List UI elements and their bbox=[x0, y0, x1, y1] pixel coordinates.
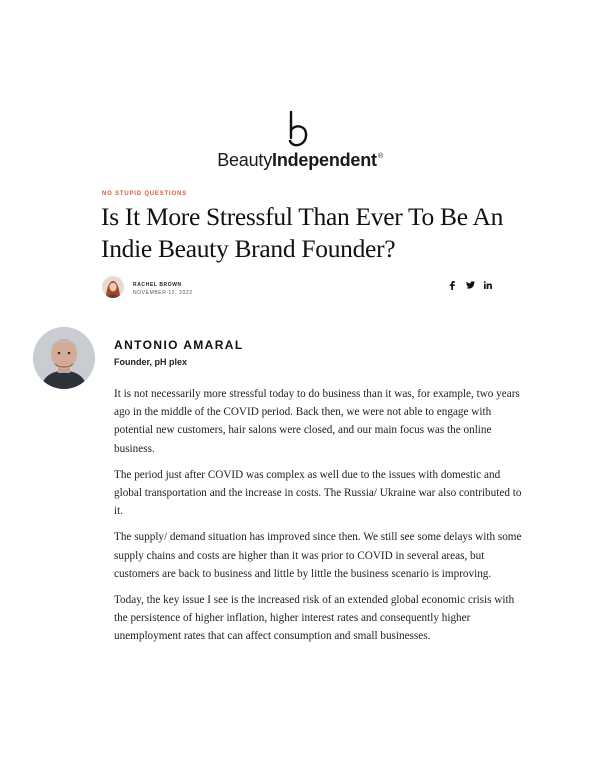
body-paragraph: The supply/ demand situation has improved since then. We still see some delays with some supply chains and costs are higher than it was prior to COVID in several areas, but customers are back to business and little by little the business scenario is improving. bbox=[114, 531, 522, 580]
article-category[interactable]: NO STUPID QUESTIONS bbox=[102, 191, 187, 197]
linkedin-share-button[interactable] bbox=[483, 280, 493, 290]
beauty-independent-logo-icon[interactable] bbox=[277, 110, 313, 150]
brand-word-bold: Independent bbox=[272, 150, 377, 170]
article-title: Is It More Stressful Than Ever To Be An Indie Beauty Brand Founder? bbox=[101, 202, 504, 263]
linkedin-icon bbox=[484, 281, 492, 289]
facebook-share-button[interactable] bbox=[448, 280, 456, 290]
publish-date: NOVEMBER 12, 2022 bbox=[133, 290, 193, 296]
body-paragraph: The period just after COVID was complex as well due to the issues with domestic and global transportation and the increase in costs. The Russia/ Ukraine war also contributed to it. bbox=[114, 468, 522, 518]
author-name[interactable]: RACHEL BROWN bbox=[133, 282, 182, 288]
registered-mark: ® bbox=[377, 153, 383, 160]
article-body bbox=[114, 385, 529, 654]
twitter-icon bbox=[466, 281, 475, 289]
respondent-photo bbox=[33, 327, 95, 389]
author-avatar bbox=[102, 276, 124, 298]
facebook-icon bbox=[449, 281, 455, 290]
brand-wordmark[interactable] bbox=[0, 150, 600, 171]
body-paragraph: Today, the key issue I see is the increased risk of an extended global economic crisis with the persistence of higher inflation, higher interest rates and consequently higher unemployment rates that can affect consumption and small businesses. bbox=[114, 594, 515, 643]
brand-word-light: Beauty bbox=[217, 150, 273, 170]
respondent-title: Founder, pH plex bbox=[114, 357, 188, 367]
twitter-share-button[interactable] bbox=[465, 280, 475, 290]
respondent-name: ANTONIO AMARAL bbox=[114, 338, 244, 352]
body-paragraph: It is not necessarily more stressful today to do business than it was, for example, two years ago in the middle of the COVID period. Back then, we were not able to engage with potential new customers, hair salons were closed, and our main focus was the online business. bbox=[114, 388, 520, 455]
